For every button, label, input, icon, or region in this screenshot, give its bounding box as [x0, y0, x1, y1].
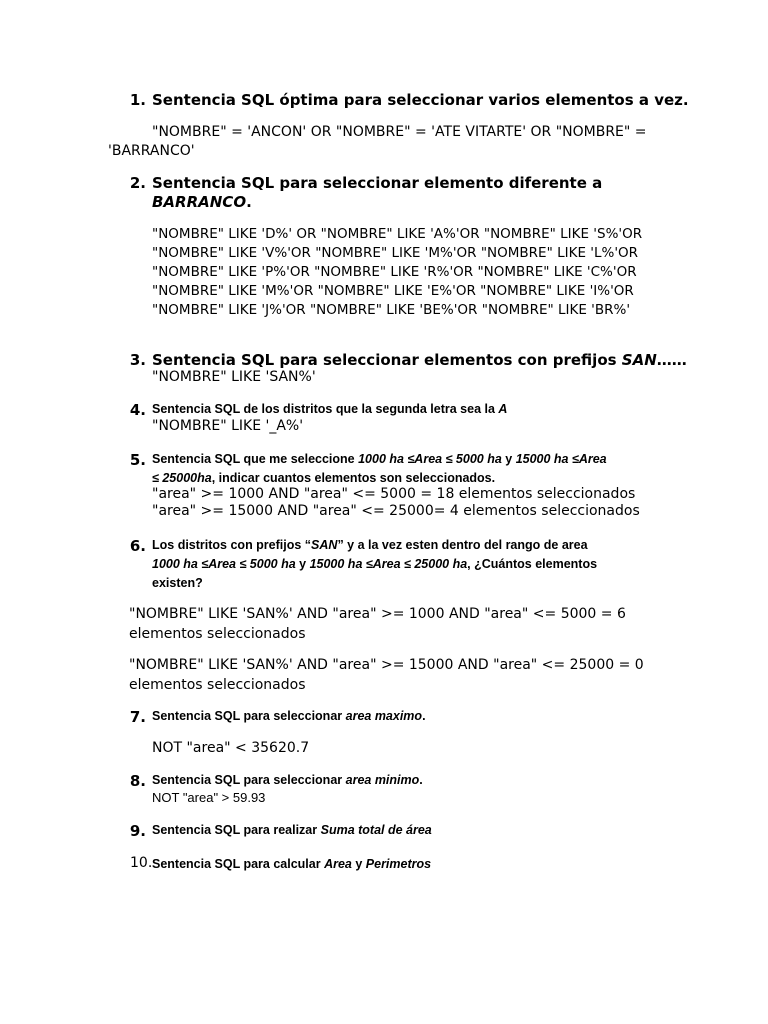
emphasis-text: BARRANCO [152, 193, 247, 211]
emphasis-text: ≤ 25000ha [152, 471, 212, 485]
title-tail: …… [656, 351, 687, 369]
list-number: 6. [129, 537, 146, 555]
title-text: Sentencia SQL para seleccionar [152, 709, 346, 723]
question-title [152, 709, 426, 723]
question-title: Sentencia SQL para seleccionar elemento diferente a [152, 174, 603, 192]
question-title-line2 [152, 471, 495, 485]
list-number: 7. [129, 708, 146, 726]
title-text: y [501, 452, 516, 466]
question-title [152, 773, 423, 787]
emphasis-text: A [498, 402, 508, 416]
list-number: 5. [129, 451, 146, 469]
question-title: Sentencia SQL óptima para seleccionar varios elementos a vez. [152, 91, 689, 109]
answer-line: "NOMBRE" LIKE 'P%'OR "NOMBRE" LIKE 'R%'OR "NOMBRE" LIKE 'C%'OR [152, 264, 637, 280]
answer-line: NOT "area" > 59.93 [152, 790, 266, 805]
answer-line: "NOMBRE" LIKE 'SAN%' [152, 369, 316, 385]
title-tail: . [422, 709, 426, 723]
title-text: Sentencia SQL para realizar [152, 823, 321, 837]
title-text: Los distritos con prefijos “ [152, 538, 312, 552]
answer-line: "area" >= 15000 AND "area" <= 25000= 4 elementos seleccionados [152, 503, 640, 519]
title-text: , ¿Cuántos elementos [467, 557, 598, 571]
emphasis-text: 15000 ha ≤Area [515, 452, 607, 466]
emphasis-text: SAN [311, 538, 338, 552]
question-title-line2 [152, 193, 252, 211]
emphasis-text: area maximo [345, 709, 423, 723]
list-number: 3. [129, 351, 146, 369]
question-title [152, 857, 431, 871]
answer-line: "NOMBRE" LIKE 'SAN%' AND "area" >= 15000 AND "area" <= 25000 = 0 [129, 657, 644, 673]
title-tail: , indicar cuantos elementos son seleccionados. [211, 471, 496, 485]
answer-line: elementos seleccionados [129, 677, 306, 693]
question-title [152, 351, 687, 369]
answer-line: "NOMBRE" LIKE 'SAN%' AND "area" >= 1000 AND "area" <= 5000 = 6 [129, 606, 626, 622]
title-text: Sentencia SQL para seleccionar elementos con prefijos [152, 351, 622, 369]
list-number: 8. [129, 772, 146, 790]
title-text: Sentencia SQL para calcular [152, 857, 325, 871]
answer-line: "NOMBRE" LIKE 'V%'OR "NOMBRE" LIKE 'M%'OR "NOMBRE" LIKE 'L%'OR [152, 245, 639, 261]
emphasis-text: 1000 ha ≤Area ≤ 5000 ha [152, 557, 296, 571]
answer-line: elementos seleccionados [129, 626, 306, 642]
title-text: Sentencia SQL de los distritos que la segunda letra sea la [152, 402, 499, 416]
question-title [152, 452, 607, 466]
title-text: y [295, 557, 310, 571]
answer-line: 'BARRANCO' [108, 143, 195, 159]
emphasis-text: Area [324, 857, 352, 871]
title-tail: . [246, 193, 252, 211]
emphasis-text: Perimetros [365, 857, 432, 871]
question-title [152, 538, 588, 552]
list-number: 9. [129, 822, 146, 840]
answer-line: NOT "area" < 35620.7 [152, 740, 310, 756]
answer-line: "NOMBRE" LIKE 'M%'OR "NOMBRE" LIKE 'E%'OR "NOMBRE" LIKE 'I%'OR [152, 283, 634, 299]
title-text: Sentencia SQL que me seleccione [152, 452, 359, 466]
question-title [152, 402, 507, 416]
emphasis-text: SAN [621, 351, 657, 369]
list-number: 4. [129, 401, 146, 419]
question-title [152, 823, 432, 837]
emphasis-text: Suma total de área [320, 823, 432, 837]
list-number: 1. [129, 91, 146, 109]
question-title-line3: existen? [152, 576, 203, 590]
emphasis-text: 15000 ha ≤Area ≤ 25000 ha [309, 557, 468, 571]
question-title-line2 [152, 557, 597, 571]
answer-line: "NOMBRE" LIKE 'J%'OR "NOMBRE" LIKE 'BE%'OR "NOMBRE" LIKE 'BR%' [152, 302, 631, 318]
answer-line: "NOMBRE" LIKE 'D%' OR "NOMBRE" LIKE 'A%'OR "NOMBRE" LIKE 'S%'OR [152, 226, 643, 242]
list-number: 10. [130, 855, 153, 871]
title-text: ” y a la vez esten dentro del rango de area [337, 538, 588, 552]
answer-line: "NOMBRE" LIKE '_A%' [152, 418, 304, 434]
emphasis-text: 1000 ha ≤Area ≤ 5000 ha [358, 452, 502, 466]
list-number: 2. [129, 174, 146, 192]
title-text: y [351, 857, 366, 871]
answer-line: "NOMBRE" = 'ANCON' OR "NOMBRE" = 'ATE VITARTE' OR "NOMBRE" = [152, 124, 647, 140]
title-text: Sentencia SQL para seleccionar [152, 773, 346, 787]
answer-line: "area" >= 1000 AND "area" <= 5000 = 18 elementos seleccionados [152, 486, 636, 502]
emphasis-text: area minimo [345, 773, 420, 787]
title-tail: . [419, 773, 423, 787]
